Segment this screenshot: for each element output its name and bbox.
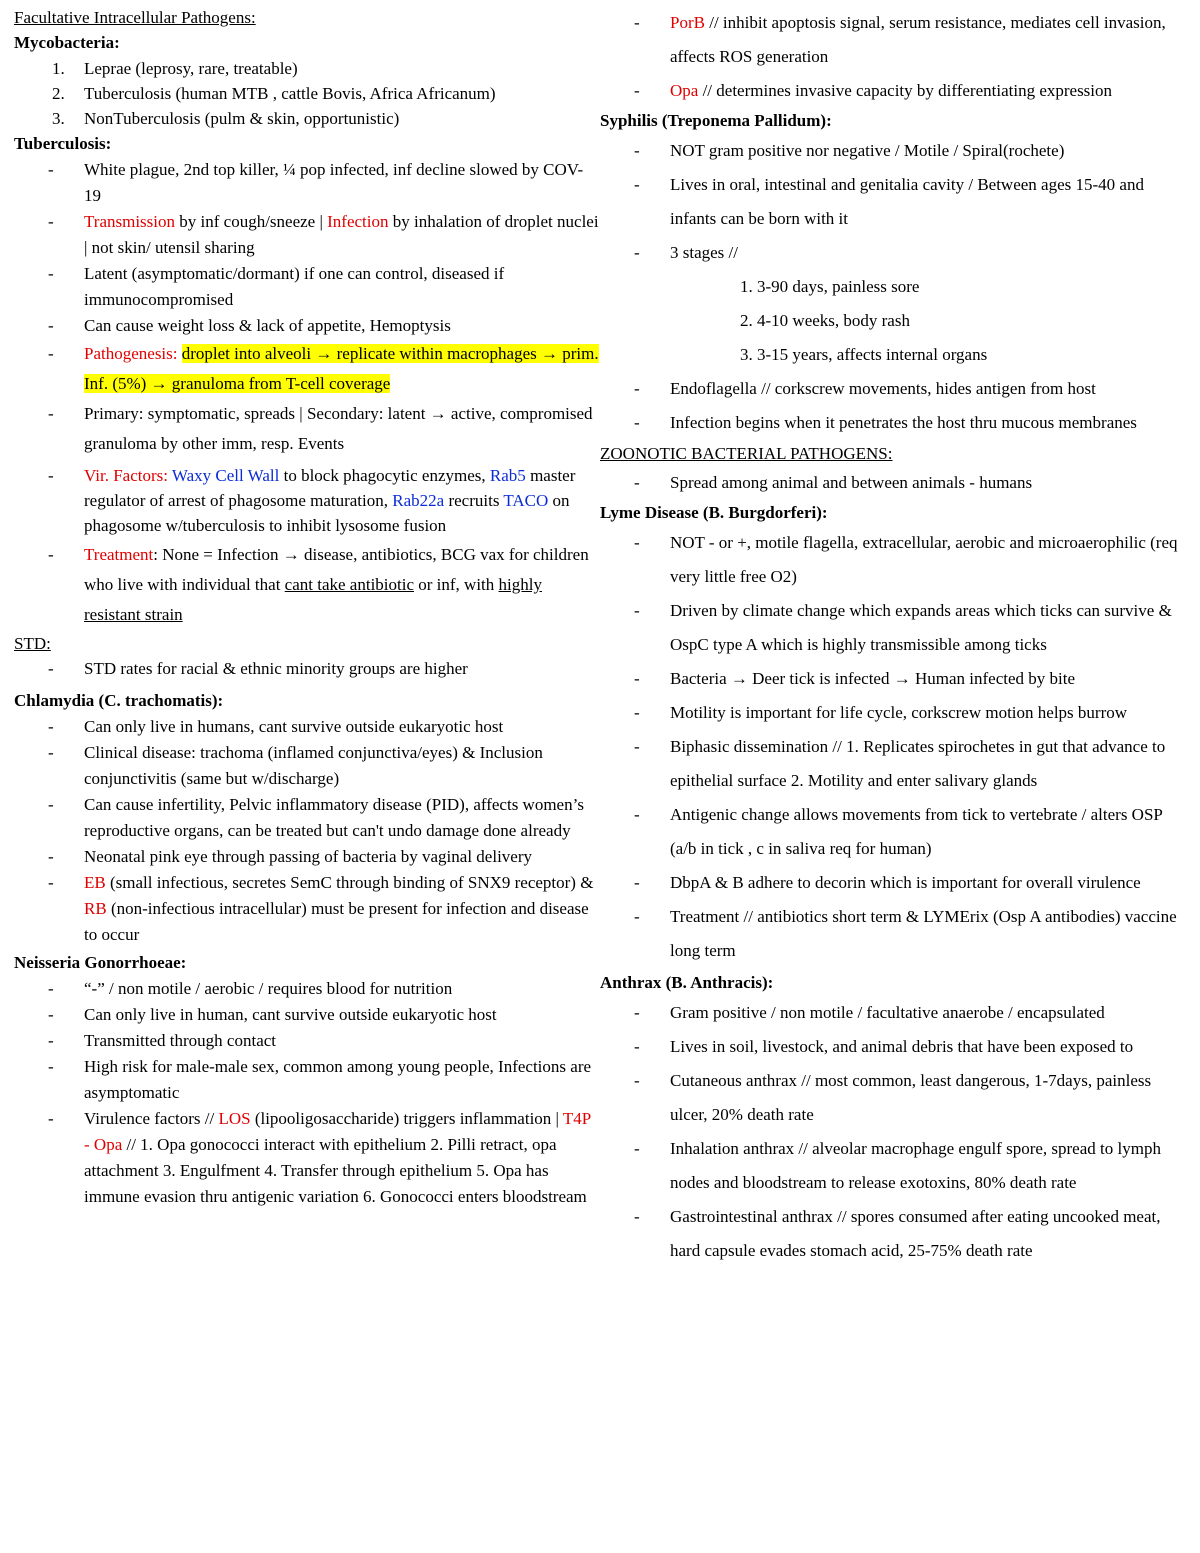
list-item: - DbpA & B adhere to decorin which is important for overall virulence xyxy=(634,873,1141,892)
heading-neisseria: Neisseria Gonorrhoeae: xyxy=(14,953,187,972)
list-item: - Lives in soil, livestock, and animal debris that have been exposed to xyxy=(634,1037,1134,1056)
mycobacteria-list xyxy=(14,56,599,131)
list-item: - Can cause weight loss & lack of appetite, Hemoptysis xyxy=(48,316,451,335)
list-item: - NOT - or +, motile flagella, extracellular, aerobic and microaerophilic (req very little free O2) xyxy=(634,533,1178,586)
list-item: - Antigenic change allows movements from tick to vertebrate / alters OSP (a/b in tick , c in saliva req for human) xyxy=(634,805,1163,858)
std-list xyxy=(14,656,599,682)
list-item: - Biphasic dissemination // 1. Replicates spirochetes in gut that advance to epithelial surface 2. Motility and enter salivary glands xyxy=(634,737,1166,790)
list-item: 1. Leprae (leprosy, rare, treatable) xyxy=(52,59,298,78)
stage-item: 2. 4-10 weeks, body rash xyxy=(740,311,910,330)
list-item: - PorB // inhibit apoptosis signal, serum resistance, mediates cell invasion, affects ROS generation xyxy=(634,13,1166,66)
list-item: - High risk for male-male sex, common among young people, Infections are asymptomatic xyxy=(48,1057,592,1102)
list-item: - Gram positive / non motile / facultative anaerobe / encapsulated xyxy=(634,1003,1105,1022)
list-item: - Opa // determines invasive capacity by differentiating expression xyxy=(634,81,1113,100)
list-item: - Spread among animal and between animals - humans xyxy=(634,473,1033,492)
syphilis-list xyxy=(600,134,1190,270)
list-item: - Treatment // antibiotics short term & LYMErix (Osp A antibodies) vaccine long term xyxy=(634,907,1177,960)
list-item: - Driven by climate change which expands areas which ticks can survive & OspC type A which is highly transmissible among ticks xyxy=(634,601,1172,654)
list-item: 2. Tuberculosis (human MTB , cattle Bovis, Africa Africanum) xyxy=(52,84,496,103)
heading-anthrax: Anthrax (B. Anthracis): xyxy=(600,973,774,992)
list-item: - Bacteria → Deer tick is infected → Human infected by bite xyxy=(634,669,1076,688)
list-item: - Can only live in human, cant survive outside eukaryotic host xyxy=(48,1005,497,1024)
right-column xyxy=(600,6,1190,1268)
list-item: - Latent (asymptomatic/dormant) if one can control, diseased if immunocompromised xyxy=(48,264,505,309)
lyme-list xyxy=(600,526,1190,968)
list-item: - White plague, 2nd top killer, ¼ pop infected, inf decline slowed by COV-19 xyxy=(48,160,584,205)
zoonotic-list xyxy=(600,466,1190,500)
list-item: - Can only live in humans, cant survive outside eukaryotic host xyxy=(48,717,504,736)
section-title-std: STD: xyxy=(14,634,51,653)
heading-syphilis: Syphilis (Treponema Pallidum): xyxy=(600,111,832,130)
list-item: - Transmitted through contact xyxy=(48,1031,277,1050)
chlamydia-list xyxy=(14,714,599,948)
list-item: - Motility is important for life cycle, corkscrew motion helps burrow xyxy=(634,703,1128,722)
list-item: - Inhalation anthrax // alveolar macrophage engulf spore, spread to lymph nodes and bloodstream to release exotoxins, 80% death rate xyxy=(634,1139,1161,1192)
list-item: - NOT gram positive nor negative / Motile / Spiral(rochete) xyxy=(634,141,1065,160)
list-item: - Gastrointestinal anthrax // spores consumed after eating uncooked meat, hard capsule evades stomach acid, 25-75% death rate xyxy=(634,1207,1161,1260)
section-title-zoonotic: ZOONOTIC BACTERIAL PATHOGENS: xyxy=(600,444,893,463)
heading-chlamydia: Chlamydia (C. trachomatis): xyxy=(14,691,224,710)
list-item: - Treatment: None = Infection → disease, antibiotics, BCG vax for children who live with individual that cant take antibiotic or inf, with highly resistant strain xyxy=(48,545,589,624)
list-item: - Virulence factors // LOS (lipooligosaccharide) triggers inflammation | T4P - Opa // 1. Opa gonococci interact with epithelium 2. Pilli retract, opa attachment 3. Engulfment 4. Transfer through epithelium 5. Opa has immune evasion thru antigenic variation 6. Gonococci enters bloodstream xyxy=(48,1109,591,1206)
section-title-facultative: Facultative Intracellular Pathogens: xyxy=(14,8,256,27)
list-item: - Neonatal pink eye through passing of bacteria by vaginal delivery xyxy=(48,847,532,866)
list-item: - EB (small infectious, secretes SemC through binding of SNX9 receptor) & RB (non-infectious intracellular) must be present for infection and disease to occur xyxy=(48,873,594,944)
list-item: - 3 stages // xyxy=(634,243,738,262)
heading-mycobacteria: Mycobacteria: xyxy=(14,33,120,52)
list-item: - Primary: symptomatic, spreads | Secondary: latent → active, compromised granuloma by other imm, resp. Events xyxy=(48,404,593,453)
list-item: - Can cause infertility, Pelvic inflammatory disease (PID), affects women’s reproductive organs, can be treated but can't undo damage done already xyxy=(48,795,584,840)
neisseria-list xyxy=(14,976,599,1210)
gonorrhoeae-continued-list xyxy=(600,6,1190,108)
list-item: - Infection begins when it penetrates the host thru mucous membranes xyxy=(634,413,1137,432)
list-item: - Clinical disease: trachoma (inflamed conjunctiva/eyes) & Inclusion conjunctivitis (same but w/discharge) xyxy=(48,743,543,788)
syphilis-list-continued xyxy=(600,372,1190,440)
list-item: - Transmission by inf cough/sneeze | Infection by inhalation of droplet nuclei | not skin/ utensil sharing xyxy=(48,212,599,257)
tuberculosis-list xyxy=(14,157,599,630)
heading-tuberculosis: Tuberculosis: xyxy=(14,134,112,153)
list-item: - Endoflagella // corkscrew movements, hides antigen from host xyxy=(634,379,1096,398)
left-column xyxy=(14,6,599,1210)
stage-item: 1. 3-90 days, painless sore xyxy=(740,277,920,296)
list-item: - “-” / non motile / aerobic / requires blood for nutrition xyxy=(48,979,453,998)
list-item: - Vir. Factors: Waxy Cell Wall to block phagocytic enzymes, Rab5 master regulator of arrest of phagosome maturation, Rab22a recruits TACO on phagosome w/tuberculosis to inhibit lysosome fusion xyxy=(48,466,576,535)
list-item: 3. NonTuberculosis (pulm & skin, opportunistic) xyxy=(52,109,400,128)
anthrax-list xyxy=(600,996,1190,1268)
list-item: - Pathogenesis: droplet into alveoli → replicate within macrophages → prim. Inf. (5%) → granuloma from T-cell coverage xyxy=(48,344,599,393)
heading-lyme: Lyme Disease (B. Burgdorferi): xyxy=(600,503,828,522)
list-item: - Lives in oral, intestinal and genitalia cavity / Between ages 15-40 and infants can be born with it xyxy=(634,175,1144,228)
highlighted-text: droplet into alveoli → replicate within macrophages → prim. Inf. (5%) → granuloma from T-cell coverage xyxy=(84,344,599,393)
stage-item: 3. 3-15 years, affects internal organs xyxy=(740,345,988,364)
list-item: - Cutaneous anthrax // most common, least dangerous, 1-7days, painless ulcer, 20% death rate xyxy=(634,1071,1152,1124)
list-item: - STD rates for racial & ethnic minority groups are higher xyxy=(48,659,468,678)
